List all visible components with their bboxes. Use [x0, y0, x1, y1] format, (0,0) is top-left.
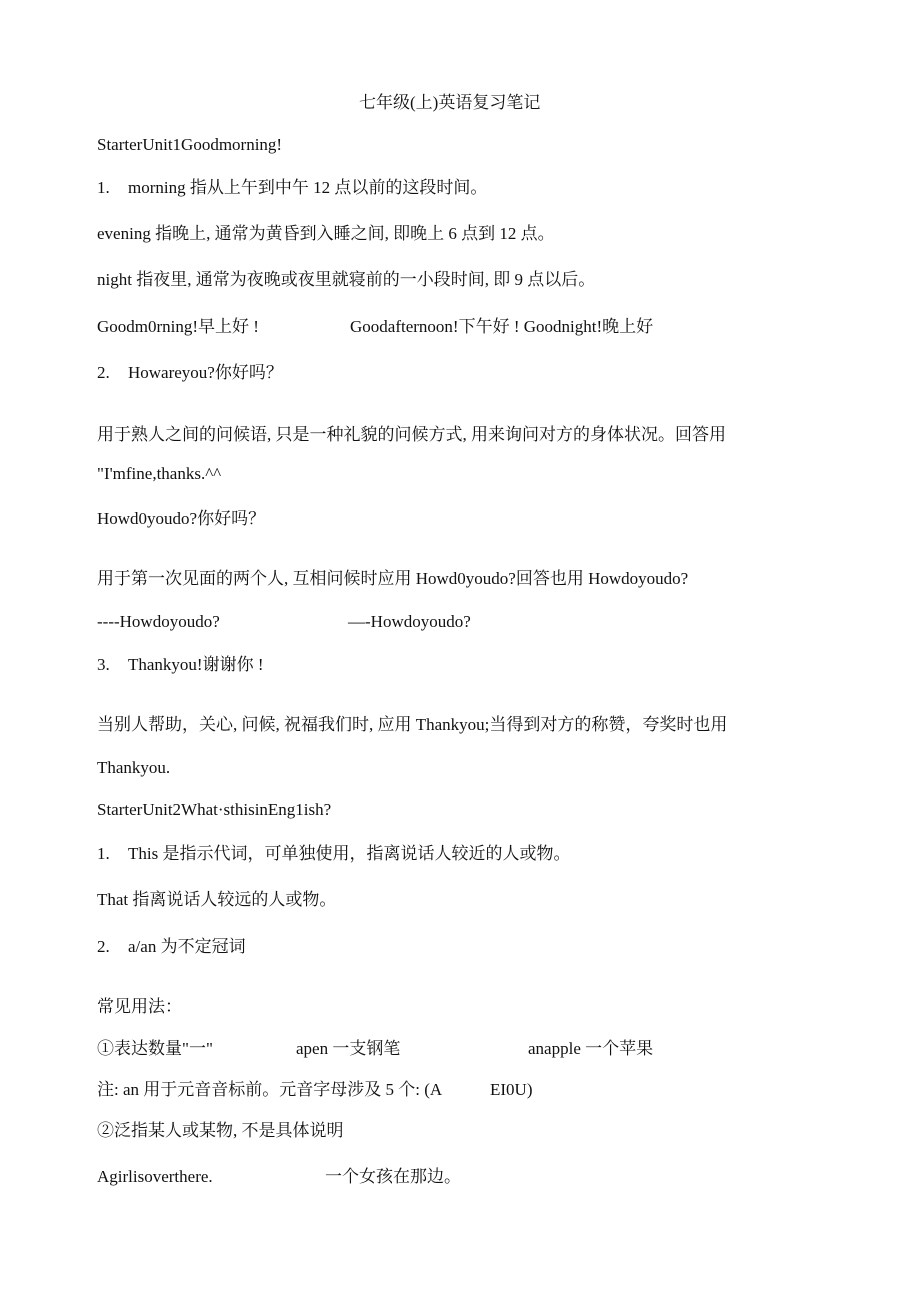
- dialog-line-b: —-Howdoyoudo?: [348, 612, 471, 631]
- item-number: 1.: [97, 844, 110, 863]
- greeting-morning: Goodm0rning!早上好 !: [97, 317, 259, 336]
- item-text: Howareyou?你好吗？: [128, 363, 283, 382]
- page-title: 七年级(上)英语复习笔记: [359, 93, 541, 112]
- list-item: [97, 843, 570, 865]
- paragraph-line: 用于熟人之间的问候语, 只是一种礼貌的问候方式, 用来询问对方的身体状况。回答用: [97, 425, 726, 444]
- list-item: [97, 362, 283, 384]
- usage1-example-apple: anapple 一个苹果: [528, 1039, 654, 1058]
- unit2-heading: StarterUnit2What·sthisinEng1ish?: [97, 800, 332, 819]
- paragraph-line: Thankyou.: [97, 758, 171, 777]
- evening-line: evening 指晚上, 通常为黄昏到入睡之间, 即晚上 6 点到 12 点。: [97, 224, 555, 243]
- paragraph-line: "I'mfine,thanks.^^: [97, 464, 222, 483]
- item-number: 1.: [97, 178, 110, 197]
- greeting-afternoon-night: Goodafternoon!下午好 ! Goodnight!晚上好: [350, 317, 654, 336]
- howdo-line: Howd0youdo?你好吗？: [97, 509, 266, 528]
- item-text: Thankyou!谢谢你 !: [128, 655, 264, 674]
- paragraph-line: 用于第一次见面的两个人, 互相问候时应用 Howd0youdo?回答也用 Howdoyoudo?: [97, 569, 689, 588]
- item-text: This 是指示代词，可单独使用，指离说话人较近的人或物。: [128, 844, 571, 863]
- night-line: night 指夜里, 通常为夜晚或夜里就寝前的一小段时间, 即 9 点以后。: [97, 270, 596, 289]
- that-line: That 指离说话人较远的人或物。: [97, 890, 337, 909]
- list-item: [97, 177, 487, 199]
- unit1-heading: StarterUnit1Goodmorning!: [97, 135, 283, 154]
- item-number: 2.: [97, 363, 110, 382]
- item-text: a/an 为不定冠词: [128, 937, 246, 956]
- item-text: morning 指从上午到中午 12 点以前的这段时间。: [128, 178, 488, 197]
- dialog-line-a: ----Howdoyoudo?: [97, 612, 220, 631]
- usage1-label: ①表达数量"一": [97, 1039, 213, 1058]
- item-number: 2.: [97, 937, 110, 956]
- example-chinese: 一个女孩在那边。: [325, 1167, 461, 1186]
- example-english: Agirlisoverthere.: [97, 1167, 213, 1186]
- usage1-example-pen: apen 一支钢笔: [296, 1039, 401, 1058]
- item-number: 3.: [97, 655, 110, 674]
- list-item: [97, 936, 246, 958]
- paragraph-line: 当别人帮助，关心, 问候, 祝福我们时, 应用 Thankyou;当得到对方的称赞，夸奖时也用: [97, 715, 728, 734]
- note-vowels: EI0U): [490, 1080, 533, 1099]
- common-usage-label: 常见用法：: [97, 997, 182, 1016]
- list-item: [97, 654, 264, 676]
- usage2-line: ②泛指某人或某物, 不是具体说明: [97, 1121, 344, 1140]
- note-line: 注: an 用于元音音标前。元音字母涉及 5 个: (A: [97, 1080, 443, 1099]
